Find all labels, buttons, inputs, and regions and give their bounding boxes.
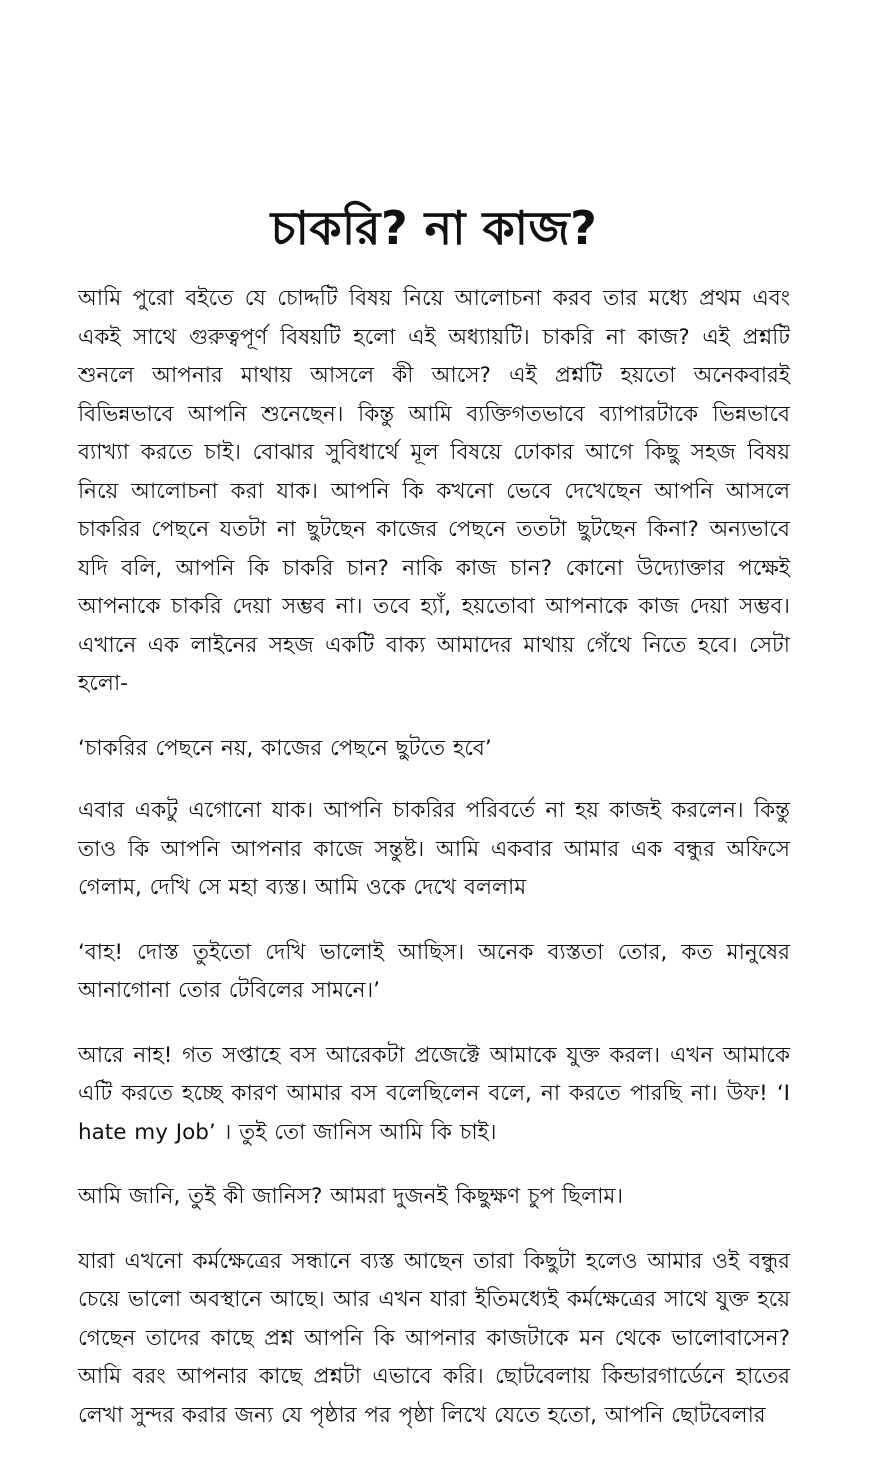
paragraph-dialogue-reply: আরে নাহ! গত সপ্তাহে বস আরেকটা প্রজেক্টে আমাকে যুক্ত করল। এখন আমাকে এটি করতে হচ্ছে কারণ আমার বস বলেছিলেন বলে, না করতে পারছি না। উফ! ‘I hate my Job’ । তুই তো জানিস আমি কি চাই।: [78, 1042, 790, 1145]
chapter-title: চাকরি? না কাজ?: [270, 201, 598, 255]
paragraph-dialogue-greeting: ‘বাহ! দোস্ত তুইতো দেখি ভালোই আছিস। অনেক ব্যস্ততা তোর, কত মানুষের আনাগোনা তোর টেবিলের সামনে।’: [78, 939, 790, 1003]
paragraph-question: যারা এখনো কর্মক্ষেত্রের সন্ধানে ব্যস্ত আছেন তারা কিছুটা হলেও আমার ওই বন্ধুর চেয়ে ভালো অবস্থানে আছে। আর এখন যারা ইতিমধ্যেই কর্মক্ষেত্রের সাথে যুক্ত হয়ে গেছেন তাদের কাছে প্রশ্ন আপনি কি আপনার কাজটাকে মন থেকে ভালোবাসেন? আমি বরং আপনার কাছে প্রশ্নটা এভাবে করি। ছোটবেলায় কিন্ডারগার্ডেনে হাতের লেখা সুন্দর করার জন্য যে পৃষ্ঠার পর পৃষ্ঠা লিখে যেতে হতো, আপনি ছোটবেলার: [78, 1248, 790, 1428]
paragraph-intro: আমি পুরো বইতে যে চোদ্দটি বিষয় নিয়ে আলোচনা করব তার মধ্যে প্রথম এবং একই সাথে গুরুত্বপূর্ণ বিষয়টি হলো এই অধ্যায়টি। চাকরি না কাজ? এই প্রশ্নটি শুনলে আপনার মাথায় আসলে কী আসে? এই প্রশ্নটি হয়তো অনেকবারই বিভিন্নভাবে আপনি শুনেছেন। কিন্তু আমি ব্যক্তিগতভাবে ব্যাপারটাকে ভিন্নভাবে ব্যাখ্যা করতে চাই। বোঝার সুবিধার্থে মূল বিষয়ে ঢোকার আগে কিছু সহজ বিষয় নিয়ে আলোচনা করা যাক। আপনি কি কখনো ভেবে দেখেছেন আপনি আসলে চাকরির পেছনে যতটা না ছুটছেন কাজের পেছনে ততটা ছুটছেন কিনা? অন্যভাবে যদি বলি, আপনি কি চাকরি চান? নাকি কাজ চান? কোনো উদ্যোক্তার পক্ষেই আপনাকে চাকরি দেয়া সম্ভব না। তবে হ্যাঁ, হয়তোবা আপনাকে কাজ দেয়া সম্ভব। এখানে এক লাইনের সহজ একটি বাক্য আমাদের মাথায় গেঁথে নিতে হবে। সেটা হলো-: [78, 286, 790, 696]
paragraph-friend-office: এবার একটু এগোনো যাক। আপনি চাকরির পরিবর্তে না হয় কাজই করলেন। কিন্তু তাও কি আপনি আপনার কাজে সন্তুষ্ট। আমি একবার আমার এক বন্ধুর অফিসে গেলাম, দেখি সে মহা ব্যস্ত। আমি ওকে দেখে বললাম: [78, 798, 790, 900]
paragraph-silence: আমি জানি, তুই কী জানিস? আমরা দুজনই কিছুক্ষণ চুপ ছিলাম।: [78, 1184, 624, 1209]
chapter-body: [78, 280, 790, 1461]
paragraph-key-quote: ‘চাকরির পেছনে নয়, কাজের পেছনে ছুটতে হবে’: [78, 735, 492, 761]
